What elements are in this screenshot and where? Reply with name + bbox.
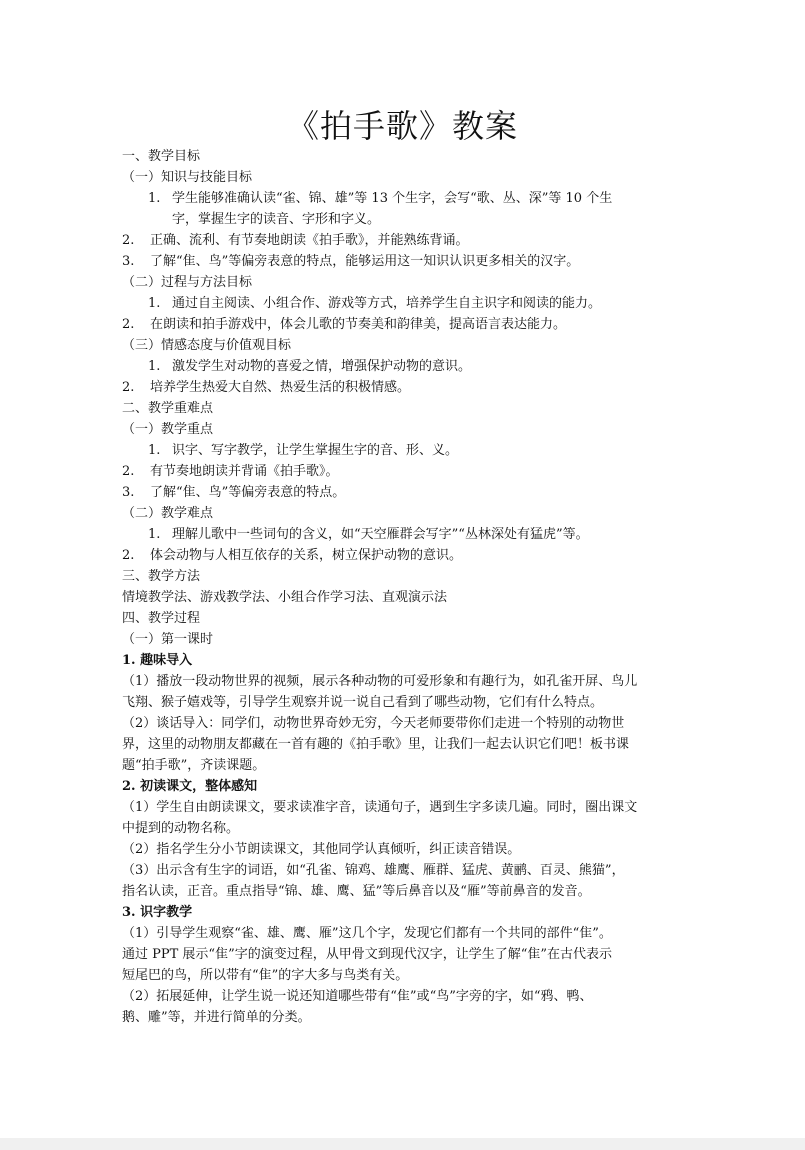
paragraph-line: 情境教学法、游戏教学法、小组合作学习法、直观演示法 bbox=[122, 590, 448, 605]
list-item-text: 有节奏地朗读并背诵《拍手歌》。 bbox=[150, 464, 339, 479]
list-item-text: 通过自主阅读、小组合作、游戏等方式，培养学生自主识字和阅读的能力。 bbox=[172, 296, 602, 311]
list-item-text: 识字、写字教学，让学生掌握生字的音、形、义。 bbox=[172, 443, 459, 458]
list-item bbox=[122, 377, 687, 398]
step-heading: 2. 初读课文，整体感知 bbox=[122, 779, 258, 794]
subsection-heading: （三）情感态度与价值观目标 bbox=[122, 338, 292, 353]
list-item bbox=[122, 251, 687, 272]
list-item-text: 培养学生热爱大自然、热爱生活的积极情感。 bbox=[150, 380, 411, 395]
list-item-text: 理解儿歌中一些词句的含义，如“天空雁群会写字”“丛林深处有猛虎”等。 bbox=[172, 527, 589, 542]
paragraph-line: （3）出示含有生字的词语，如“孔雀、锦鸡、雄鹰、雁群、猛虎、黄鹂、百灵、熊猫”， bbox=[122, 863, 625, 878]
section-heading: 一、教学目标 bbox=[122, 149, 201, 164]
list-item bbox=[122, 356, 687, 377]
paragraph-line: （1）学生自由朗读课文，要求读准字音，读通句子，遇到生字多读几遍。同时，圈出课文 bbox=[122, 800, 638, 815]
list-number: 1. bbox=[148, 359, 161, 374]
list-item-continuation: 字，掌握生字的读音、字形和字义。 bbox=[172, 212, 381, 227]
list-number: 2. bbox=[122, 233, 135, 248]
list-item-text: 体会动物与人相互依存的关系，树立保护动物的意识。 bbox=[150, 548, 463, 563]
step-heading: 1. 趣味导入 bbox=[122, 653, 193, 668]
paragraph-line: （2）拓展延伸，让学生说一说还知道哪些带有“隹”或“鸟”字旁的字，如“鸦、鸭、 bbox=[122, 989, 593, 1004]
paragraph-line: 中提到的动物名称。 bbox=[122, 821, 240, 836]
section-heading: 四、教学过程 bbox=[122, 611, 201, 626]
list-item-text: 了解“隹、鸟”等偏旁表意的特点，能够运用这一知识认识更多相关的汉字。 bbox=[150, 254, 580, 269]
list-item bbox=[122, 293, 687, 314]
list-number: 3. bbox=[122, 254, 135, 269]
list-item bbox=[122, 188, 687, 209]
subsection-heading: （一）教学重点 bbox=[122, 422, 214, 437]
paragraph-line: 题“拍手歌”，齐读课题。 bbox=[122, 758, 266, 773]
subsection-heading: （一）第一课时 bbox=[122, 632, 214, 647]
subsection-heading: （二）过程与方法目标 bbox=[122, 275, 253, 290]
list-item bbox=[122, 482, 687, 503]
list-number: 2. bbox=[122, 317, 135, 332]
section-heading: 二、教学重难点 bbox=[122, 401, 214, 416]
paragraph-line: 鹅、雕”等，并进行简单的分类。 bbox=[122, 1010, 311, 1025]
list-number: 1. bbox=[148, 527, 161, 542]
subsection-heading: （二）教学难点 bbox=[122, 506, 214, 521]
paragraph-line: 短尾巴的鸟，所以带有“隹”的字大多与鸟类有关。 bbox=[122, 968, 409, 983]
list-number: 1. bbox=[148, 191, 161, 206]
paragraph-line: 飞翔、猴子嬉戏等，引导学生观察并说一说自己看到了哪些动物，它们有什么特点。 bbox=[122, 695, 604, 710]
paragraph-line: 通过 PPT 展示“隹”字的演变过程，从甲骨文到现代汉字，让学生了解“隹”在古代表示 bbox=[122, 947, 613, 962]
section-heading: 三、教学方法 bbox=[122, 569, 201, 584]
document-body bbox=[122, 146, 687, 1028]
paragraph-line: （2）谈话导入：同学们，动物世界奇妙无穷，今天老师要带你们走进一个特别的动物世 bbox=[122, 716, 625, 731]
list-item-text: 了解“隹、鸟”等偏旁表意的特点。 bbox=[150, 485, 346, 500]
document-title: 《拍手歌》教案 bbox=[286, 107, 518, 145]
list-item bbox=[122, 440, 687, 461]
list-number: 3. bbox=[122, 485, 135, 500]
list-item-text: 正确、流利、有节奏地朗读《拍手歌》，并能熟练背诵。 bbox=[150, 233, 469, 248]
paragraph-line: （1）播放一段动物世界的视频，展示各种动物的可爱形象和有趣行为，如孔雀开屏、鸟儿 bbox=[122, 674, 638, 689]
list-item bbox=[122, 314, 687, 335]
paragraph-line: （1）引导学生观察“雀、雄、鹰、雁”这几个字，发现它们都有一个共同的部件“隹”。 bbox=[122, 926, 612, 941]
list-number: 2. bbox=[122, 464, 135, 479]
list-item bbox=[122, 461, 687, 482]
list-item-text: 激发学生对动物的喜爱之情，增强保护动物的意识。 bbox=[172, 359, 472, 374]
list-number: 2. bbox=[122, 548, 135, 563]
subsection-heading: （一）知识与技能目标 bbox=[122, 170, 253, 185]
step-heading: 3. 识字教学 bbox=[122, 905, 193, 920]
list-number: 2. bbox=[122, 380, 135, 395]
list-item bbox=[122, 230, 687, 251]
paragraph-line: 指名认读，正音。重点指导“锦、雄、鹰、猛”等后鼻音以及“雁”等前鼻音的发音。 bbox=[122, 884, 591, 899]
paragraph-line: 界，这里的动物朋友都藏在一首有趣的《拍手歌》里，让我们一起去认识它们吧！板书课 bbox=[122, 737, 630, 752]
list-item-text: 学生能够准确认读“雀、锦、雄”等 13 个生字，会写“歌、丛、深”等 10 个生 bbox=[172, 191, 613, 206]
list-number: 1. bbox=[148, 443, 161, 458]
list-item bbox=[122, 524, 687, 545]
list-item bbox=[122, 545, 687, 566]
paragraph-line: （2）指名学生分小节朗读课文，其他同学认真倾听，纠正读音错误。 bbox=[122, 842, 521, 857]
list-item-text: 在朗读和拍手游戏中，体会儿歌的节奏美和韵律美，提高语言表达能力。 bbox=[150, 317, 567, 332]
list-number: 1. bbox=[148, 296, 161, 311]
